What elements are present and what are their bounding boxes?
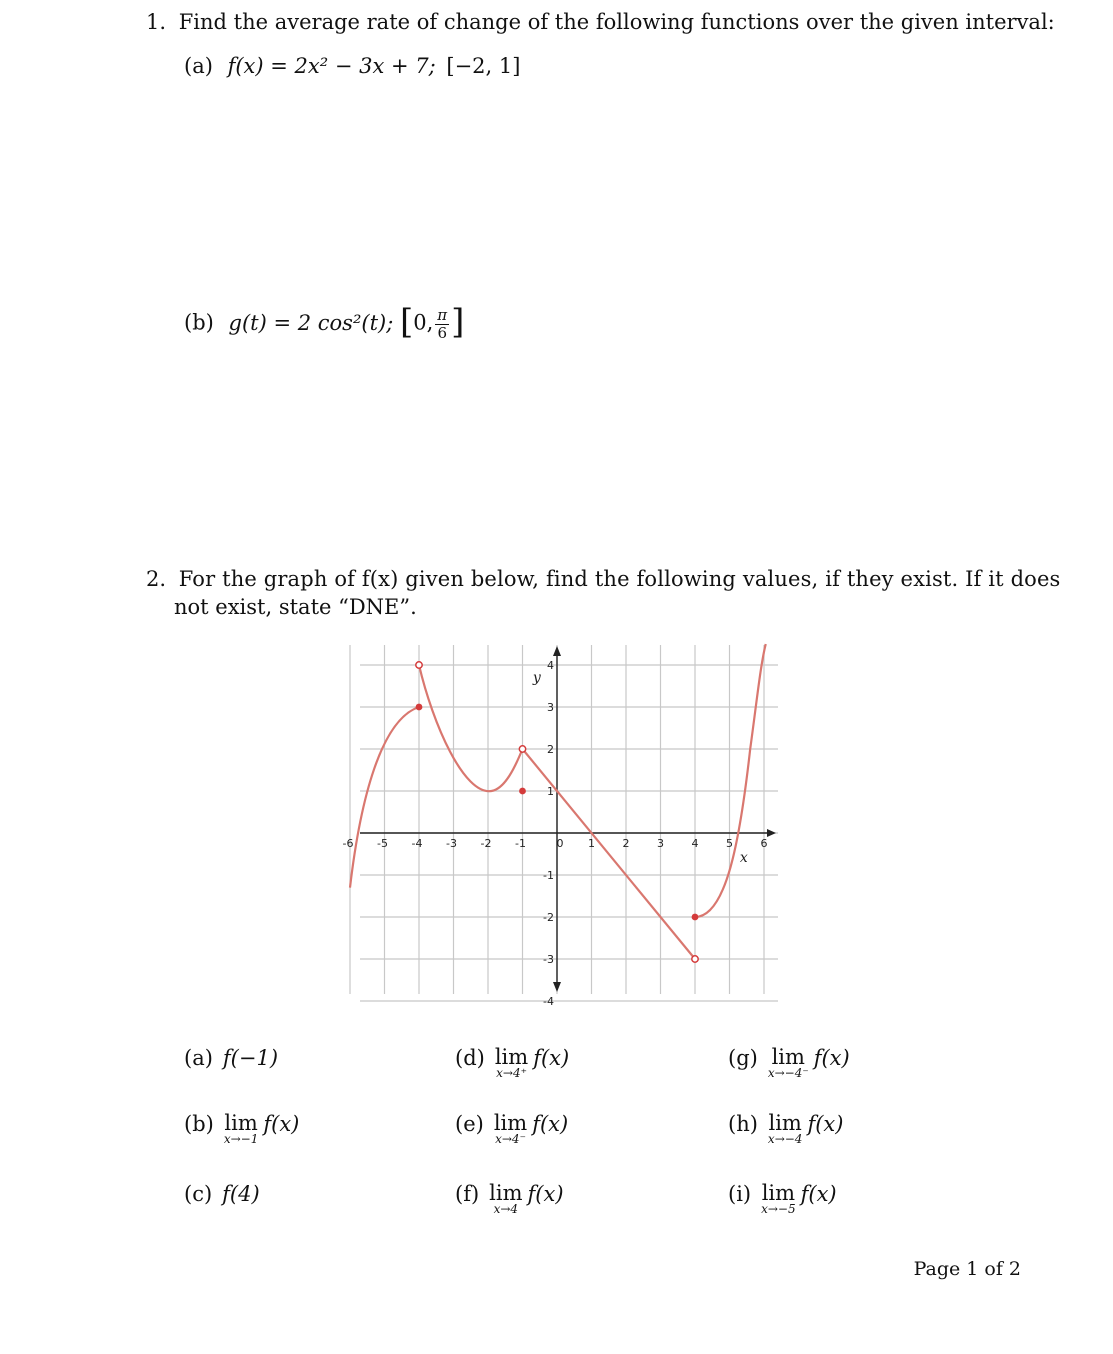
page-number: Page 1 of 2: [913, 1258, 1021, 1280]
closed-point: [519, 788, 526, 795]
q2-part: [455, 1182, 564, 1215]
limit-subscript: x→4⁺: [496, 1066, 527, 1080]
limit-operator: [761, 1182, 796, 1215]
part-expression: f(x): [813, 1046, 850, 1070]
q2-part: [728, 1112, 843, 1145]
q1b-label: (b): [184, 310, 214, 335]
y-tick-label: 2: [547, 743, 554, 756]
part-expression: f(x): [533, 1046, 570, 1070]
y-tick-label: -1: [543, 869, 554, 882]
q1-prompt: [146, 10, 1055, 34]
part-label: (i): [728, 1182, 752, 1206]
limit-operator: [495, 1046, 528, 1079]
x-tick-label: -5: [377, 837, 388, 850]
q1b: [184, 304, 464, 344]
q2-number: 2.: [146, 567, 167, 591]
function-graph: [342, 640, 781, 1008]
part-label: (f): [455, 1182, 480, 1206]
closed-point: [416, 704, 423, 711]
lim-word: lim: [224, 1111, 258, 1135]
x-tick-label: 1: [588, 837, 595, 850]
part-expression: f(x): [263, 1112, 300, 1136]
x-tick-label: -6: [342, 837, 354, 850]
limit-subscript: x→4⁻: [495, 1132, 526, 1146]
part-expression: f(x): [527, 1182, 564, 1206]
lim-word: lim: [761, 1181, 796, 1205]
part-expression: f(x): [532, 1112, 569, 1136]
q1-prompt-text: Find the average rate of change of the following functions over the given interval:: [178, 10, 1055, 34]
part-label: (h): [728, 1112, 758, 1136]
part-label: (g): [728, 1046, 758, 1070]
q2-part: [728, 1182, 837, 1215]
q2-part: [184, 1046, 278, 1070]
limit-operator: [768, 1112, 803, 1145]
q1-number: 1.: [146, 10, 167, 34]
open-point: [519, 746, 525, 752]
x-tick-label: 4: [691, 837, 699, 850]
x-tick-label: -4: [411, 837, 423, 850]
y-tick-label: -4: [543, 995, 554, 1008]
limit-operator: [489, 1182, 522, 1215]
x-axis-arrow: [767, 829, 776, 837]
y-tick-label: 4: [547, 659, 554, 672]
part-label: (b): [184, 1112, 214, 1136]
q1b-frac-num: π: [437, 305, 448, 324]
q1b-fraction: [435, 307, 449, 342]
open-point: [416, 662, 422, 668]
limit-operator: [224, 1112, 259, 1145]
q1b-left-bracket: [: [399, 302, 414, 342]
q2-part: [728, 1046, 850, 1079]
y-tick-label: -2: [543, 911, 554, 924]
q2-part: [455, 1112, 568, 1145]
x-axis-label: x: [739, 850, 748, 866]
limit-subscript: x→4: [493, 1202, 519, 1216]
q1a-function: f(x) = 2x² − 3x + 7;: [227, 54, 436, 78]
y-tick-label: 1: [547, 785, 554, 798]
lim-word: lim: [768, 1111, 802, 1135]
closed-point: [692, 914, 699, 921]
y-axis-label: y: [532, 669, 541, 686]
part-label: (e): [455, 1112, 484, 1136]
limit-subscript: x→−5: [761, 1202, 796, 1216]
part-label: (d): [455, 1046, 485, 1070]
q1a: [184, 54, 520, 78]
y-axis-arrow-down: [553, 982, 561, 992]
q2-prompt-line1: [146, 567, 1060, 591]
lim-word: lim: [493, 1111, 528, 1135]
q2-prompt-line2: [174, 595, 417, 619]
x-tick-label: 0: [556, 837, 564, 850]
q1b-right-bracket: ]: [451, 302, 465, 342]
x-tick-label: 2: [622, 837, 630, 850]
q1b-function: g(t) = 2 cos²(t);: [228, 310, 394, 335]
limit-subscript: x→−4⁻: [767, 1066, 809, 1080]
part-expression: f(−1): [222, 1046, 279, 1070]
x-tick-label: 5: [726, 837, 733, 850]
curve-piece-right: [695, 644, 766, 917]
curve-piece-middle: [419, 665, 523, 791]
part-expression: f(x): [807, 1112, 844, 1136]
lim-word: lim: [489, 1181, 523, 1205]
y-tick-label: 3: [547, 701, 554, 714]
limit-subscript: x→−4: [767, 1132, 803, 1146]
limit-subscript: x→−1: [223, 1132, 259, 1146]
open-point: [692, 956, 698, 962]
q1a-interval: [−2, 1]: [446, 54, 521, 78]
lim-word: lim: [771, 1045, 805, 1069]
part-label: (c): [184, 1182, 213, 1206]
part-label: (a): [184, 1046, 213, 1070]
limit-operator: [768, 1046, 809, 1079]
limit-operator: [494, 1112, 527, 1145]
x-tick-label: -1: [515, 837, 526, 850]
q2-prompt-text2: not exist, state “DNE”.: [174, 595, 417, 619]
curve-piece-line: [523, 749, 696, 959]
q1b-interval-start: 0,: [413, 310, 434, 335]
part-expression: f(x): [800, 1182, 837, 1206]
lim-word: lim: [494, 1045, 529, 1069]
x-tick-label: 6: [760, 837, 768, 850]
q1a-label: (a): [184, 54, 213, 78]
part-expression: f(4): [222, 1182, 260, 1206]
q2-prompt-text1: For the graph of f(x) given below, find the following values, if they exist. If it does: [178, 567, 1061, 591]
x-tick-label: -3: [446, 837, 457, 850]
q2-part: [184, 1182, 260, 1206]
y-tick-label: -3: [543, 953, 554, 966]
y-axis-arrow-up: [553, 646, 561, 656]
q1b-frac-den: 6: [437, 323, 447, 342]
x-tick-label: -2: [480, 837, 492, 850]
x-tick-label: 3: [657, 837, 664, 850]
q2-part: [184, 1112, 299, 1145]
q2-part: [455, 1046, 569, 1079]
